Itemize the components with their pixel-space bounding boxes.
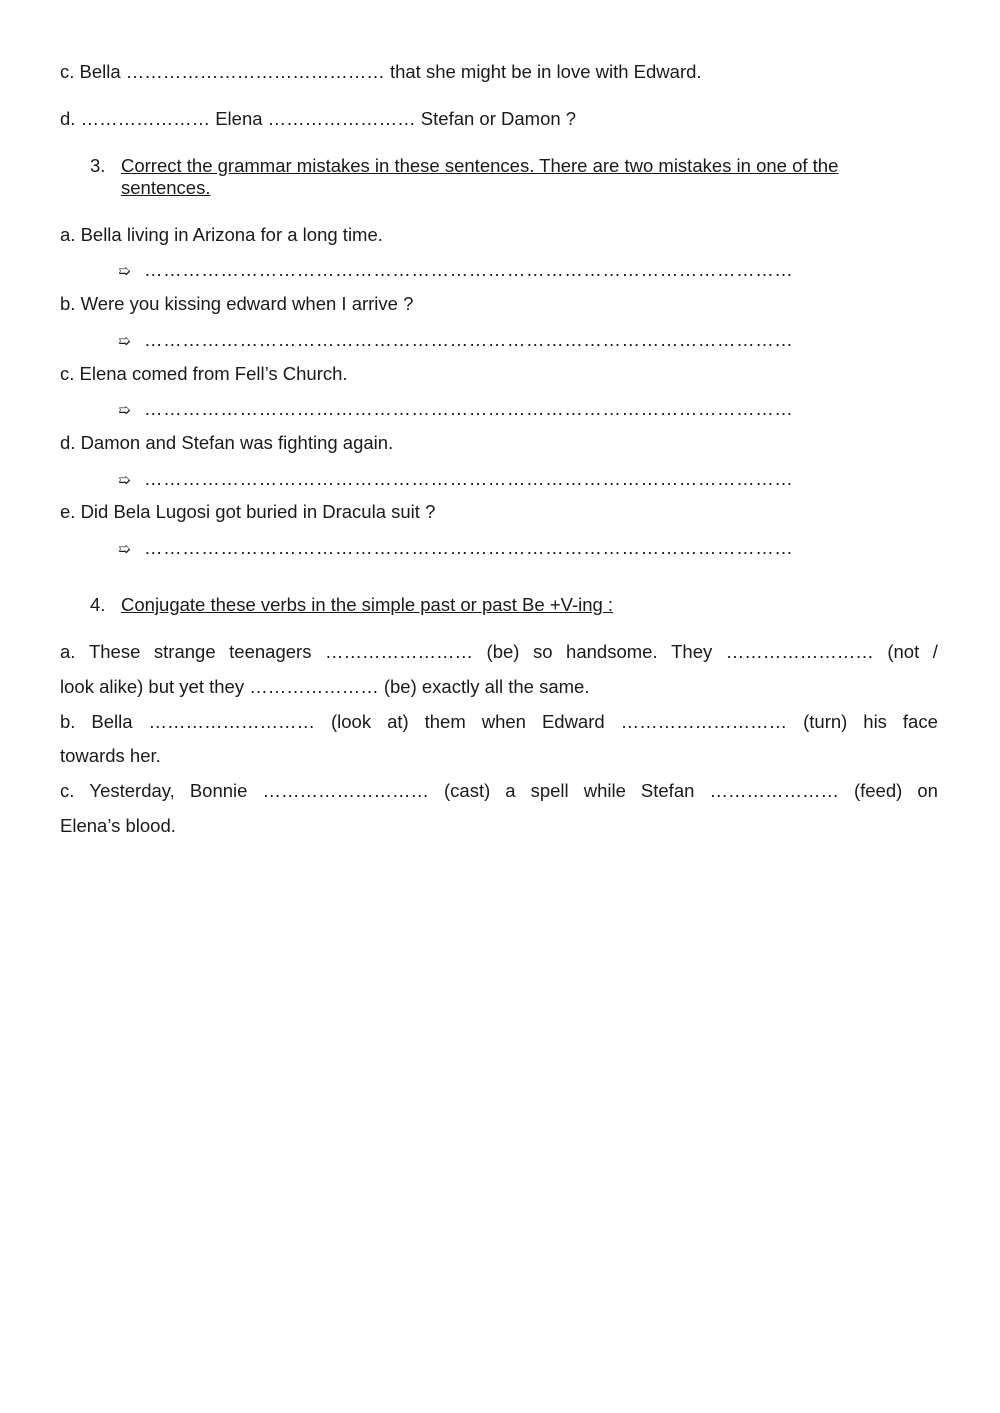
word: Yesterday, <box>89 780 175 801</box>
word: (not <box>887 641 920 662</box>
exercise-2-item-d: d. ………………… Elena …………………… Stefan or Damon ? <box>60 108 577 129</box>
word: ……………………… <box>262 780 429 801</box>
word: (look <box>330 711 372 732</box>
exercise-4-heading <box>90 594 920 616</box>
word: …………………… <box>325 641 473 662</box>
answer-line-b[interactable] <box>118 329 793 352</box>
word: spell <box>530 780 569 801</box>
word: on <box>917 780 938 801</box>
answer-dots: ………………………………………………………………………………………… <box>144 329 794 350</box>
word: These <box>88 641 141 662</box>
exercise-3-heading <box>90 155 920 199</box>
pencil-arrow-icon: ➯ <box>118 332 131 350</box>
exercise-4-item-c-line-1 <box>60 780 938 802</box>
word: his <box>863 711 887 732</box>
exercise-2-item-c: c. Bella …………………………………… that she might be in love with Edward. <box>60 61 702 82</box>
word: while <box>583 780 626 801</box>
exercise-4-item-c-line-2: Elena’s blood. <box>60 815 176 836</box>
word: ……………………… <box>620 711 788 732</box>
word: b. <box>60 711 76 732</box>
exercise-4-item-a-line-1 <box>60 641 938 663</box>
word: (turn) <box>803 711 848 732</box>
answer-line-c[interactable] <box>118 398 793 421</box>
answer-dots: ………………………………………………………………………………………… <box>144 537 794 558</box>
word: (be) <box>486 641 520 662</box>
exercise-3-item-d: d. Damon and Stefan was fighting again. <box>60 432 394 453</box>
exercise-4-item-b-line-2: towards her. <box>60 745 161 766</box>
exercise-4-number: 4. <box>90 594 106 615</box>
answer-line-a[interactable] <box>118 259 793 282</box>
word: a <box>505 780 516 801</box>
exercise-3-item-e: e. Did Bela Lugosi got buried in Dracula suit ? <box>60 501 436 522</box>
word: c. <box>60 780 75 801</box>
pencil-arrow-icon: ➯ <box>118 401 131 419</box>
exercise-3-number: 3. <box>90 155 106 176</box>
exercise-4-instruction: Conjugate these verbs in the simple past or past Be +V-ing : <box>121 594 614 615</box>
word: when <box>481 711 526 732</box>
word: …………………… <box>725 641 874 662</box>
exercise-3-item-a: a. Bella living in Arizona for a long time. <box>60 224 383 245</box>
word: handsome. <box>566 641 658 662</box>
pencil-arrow-icon: ➯ <box>118 471 131 489</box>
word: / <box>932 641 938 662</box>
word: strange <box>153 641 216 662</box>
answer-line-d[interactable] <box>118 468 793 491</box>
word: They <box>671 641 713 662</box>
word: Bella <box>91 711 133 732</box>
exercise-4-item-b-line-1 <box>60 711 938 733</box>
exercise-3-item-c: c. Elena comed from Fell’s Church. <box>60 363 348 384</box>
word: Stefan <box>640 780 695 801</box>
word: Edward <box>541 711 605 732</box>
pencil-arrow-icon: ➯ <box>118 262 131 280</box>
exercise-3-item-b: b. Were you kissing edward when I arrive ? <box>60 293 414 314</box>
pencil-arrow-icon: ➯ <box>118 540 131 558</box>
word: teenagers <box>229 641 312 662</box>
word: a. <box>60 641 76 662</box>
exercise-3-instruction-line-1: Correct the grammar mistakes in these sentences. There are two mistakes in one of the <box>121 155 839 176</box>
word: ………………… <box>709 780 839 801</box>
word: at) <box>387 711 409 732</box>
exercise-4-item-a-line-2: look alike) but yet they ………………… (be) exactly all the same. <box>60 676 590 697</box>
word: ……………………… <box>148 711 316 732</box>
word: so <box>532 641 553 662</box>
answer-dots: ………………………………………………………………………………………… <box>144 398 794 419</box>
answer-dots: ………………………………………………………………………………………… <box>144 468 794 489</box>
word: (feed) <box>853 780 903 801</box>
exercise-3-instruction-line-2: sentences. <box>121 177 211 198</box>
word: them <box>424 711 466 732</box>
word: Bonnie <box>189 780 248 801</box>
answer-line-e[interactable] <box>118 537 793 560</box>
answer-dots: ………………………………………………………………………………………… <box>144 259 794 280</box>
word: face <box>902 711 938 732</box>
word: (cast) <box>444 780 491 801</box>
